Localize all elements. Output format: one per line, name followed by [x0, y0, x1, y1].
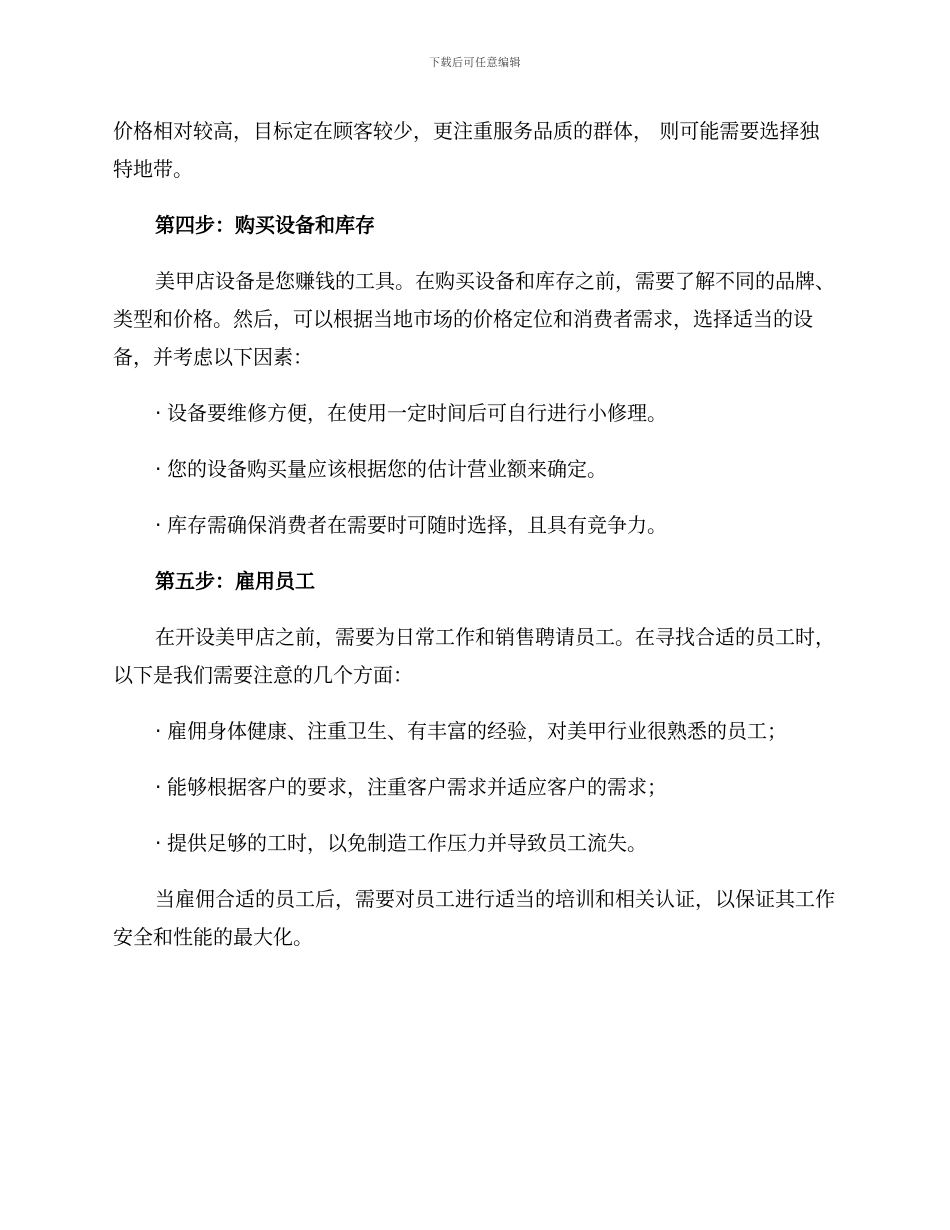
bullet-dot: ·: [155, 513, 162, 537]
document-body: [113, 112, 838, 974]
final-paragraph: 当雇佣合适的员工后，需要对员工进行适当的培训和相关认证，以保证其工作安全和性能的最大化。: [113, 887, 835, 949]
bullet-dot: ·: [155, 831, 162, 855]
bullet-text: 设备要维修方便，在使用一定时间后可自行进行小修理。: [167, 401, 667, 425]
bullet-dot: ·: [155, 775, 162, 799]
step4-bullet-2: [113, 450, 838, 488]
step5-bullet-1: [113, 712, 838, 750]
bullet-text: 雇佣身体健康、注重卫生、有丰富的经验，对美甲行业很熟悉的员工；: [167, 719, 787, 743]
step5-heading: 第五步：雇用员工: [155, 569, 315, 593]
bullet-dot: ·: [155, 457, 162, 481]
bullet-dot: ·: [155, 719, 162, 743]
step5-bullet-3: [113, 824, 838, 862]
step4-bullet-1: [113, 394, 838, 432]
bullet-text: 能够根据客户的要求，注重客户需求并适应客户的需求；: [167, 775, 667, 799]
step4-heading: 第四步：购买设备和库存: [155, 213, 375, 237]
header-note: 下载后可任意编辑: [429, 56, 521, 69]
intro-paragraph: 价格相对较高，目标定在顾客较少，更注重服务品质的群体， 则可能需要选择独特地带。: [113, 119, 820, 181]
bullet-dot: ·: [155, 401, 162, 425]
bullet-text: 您的设备购买量应该根据您的估计营业额来确定。: [167, 457, 607, 481]
step5-paragraph: 在开设美甲店之前，需要为日常工作和销售聘请员工。在寻找合适的员工时，以下是我们需要注意的几个方面：: [113, 625, 835, 687]
step5-bullet-2: [113, 768, 838, 806]
bullet-text: 库存需确保消费者在需要时可随时选择，且具有竞争力。: [167, 513, 667, 537]
step4-bullet-3: [113, 506, 838, 544]
bullet-text: 提供足够的工时，以免制造工作压力并导致员工流失。: [167, 831, 647, 855]
step4-paragraph: 美甲店设备是您赚钱的工具。在购买设备和库存之前，需要了解不同的品牌、类型和价格。然后，可以根据当地市场的价格定位和消费者需求，选择适当的设备，并考虑以下因素：: [113, 269, 835, 369]
